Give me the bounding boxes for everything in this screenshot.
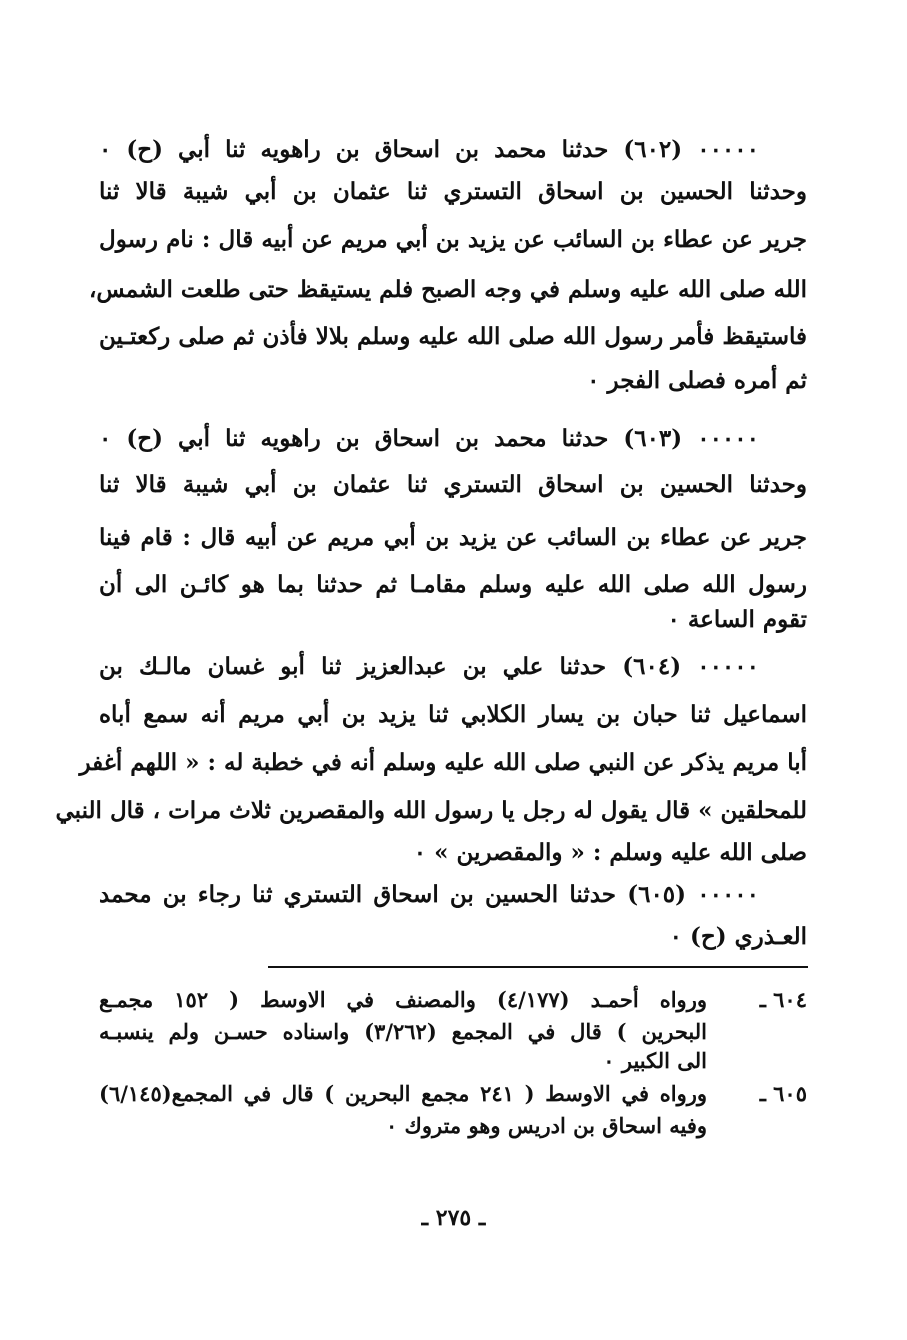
hadith-603-line-2: وحدثنا الحسين بن اسحاق التستري ثنا عثمان بن أبي شيبة قالا ثنا [99, 471, 807, 498]
hadith-603-line-3: جرير عن عطاء بن السائب عن يزيد بن أبي مريم عن أبيه قال : قام فينا [99, 524, 807, 551]
hadith-604-line-1: ٠٠٠٠٠ (٦٠٤) حدثنا علي بن عبدالعزيز ثنا أبو غسان مالـك بن [99, 653, 759, 680]
footnote-605-number: ٦٠٥ ـ [759, 1081, 807, 1106]
hadith-603-line-4: رسول الله صلى الله عليه وسلم مقامـا ثم حدثنا بما هو كائـن الى أن [99, 571, 807, 598]
hadith-604-line-4: للمحلقين » قال يقول له رجل يا رسول الله والمقصرين ثلاث مرات ، قال النبي [55, 797, 807, 824]
footnote-604-number: ٦٠٤ ـ [759, 987, 807, 1012]
footnote-604-line-3: الى الكبير ٠ [603, 1048, 707, 1073]
hadith-602-line-5: فاستيقظ فأمر رسول الله صلى الله عليه وسلم بلالا فأذن ثم صلى ركعتـين [99, 323, 807, 350]
hadith-602-line-1: ٠٠٠٠٠ (٦٠٢) حدثنا محمد بن اسحاق بن راهويه ثنا أبي (ح) ٠ [99, 136, 759, 163]
hadith-603-line-5: تقوم الساعة ٠ [667, 606, 807, 633]
hadith-602-line-6: ثم أمره فصلى الفجر ٠ [587, 367, 807, 394]
hadith-602-line-4: الله صلى الله عليه وسلم في وجه الصبح فلم يستيقظ حتى طلعت الشمس، [88, 276, 807, 303]
hadith-604-line-3: أبا مريم يذكر عن النبي صلى الله عليه وسلم أنه في خطبة له : « اللهم أغفر [79, 749, 807, 776]
hadith-604-line-5: صلى الله عليه وسلم : « والمقصرين » ٠ [413, 839, 807, 866]
footnote-605-line-1: ورواه في الاوسط ( ٢٤١ مجمع البحرين ) قال في المجمع(٦/١٤٥) [99, 1081, 707, 1106]
hadith-605-line-2: العـذري (ح) ٠ [669, 923, 807, 950]
footnote-605-line-2: وفيه اسحاق بن ادريس وهو متروك ٠ [385, 1113, 707, 1138]
hadith-604-line-2: اسماعيل ثنا حبان بن يسار الكلابي ثنا يزيد بن أبي مريم أنه سمع أباه [99, 701, 807, 728]
page-number: ـ ٢٧٥ ـ [421, 1205, 486, 1231]
footnote-604-line-1: ورواه أحمـد (٤/١٧٧) والمصنف في الاوسط ( ١٥٢ مجمـع [99, 987, 707, 1012]
hadith-605-line-1: ٠٠٠٠٠ (٦٠٥) حدثنا الحسين بن اسحاق التستري ثنا رجاء بن محمد [99, 881, 760, 908]
hadith-602-line-2: وحدثنا الحسين بن اسحاق التستري ثنا عثمان بن أبي شيبة قالا ثنا [99, 178, 807, 205]
hadith-602-line-3: جرير عن عطاء بن السائب عن يزيد بن أبي مريم عن أبيه قال : نام رسول [99, 226, 807, 253]
hadith-603-line-1: ٠٠٠٠٠ (٦٠٣) حدثنا محمد بن اسحاق بن راهويه ثنا أبي (ح) ٠ [99, 425, 759, 452]
footnote-604-line-2: البحرين ) قال في المجمع (٣/٢٦٢) واسناده حسـن ولم ينسبـه [99, 1019, 707, 1044]
footnote-separator [268, 966, 808, 968]
